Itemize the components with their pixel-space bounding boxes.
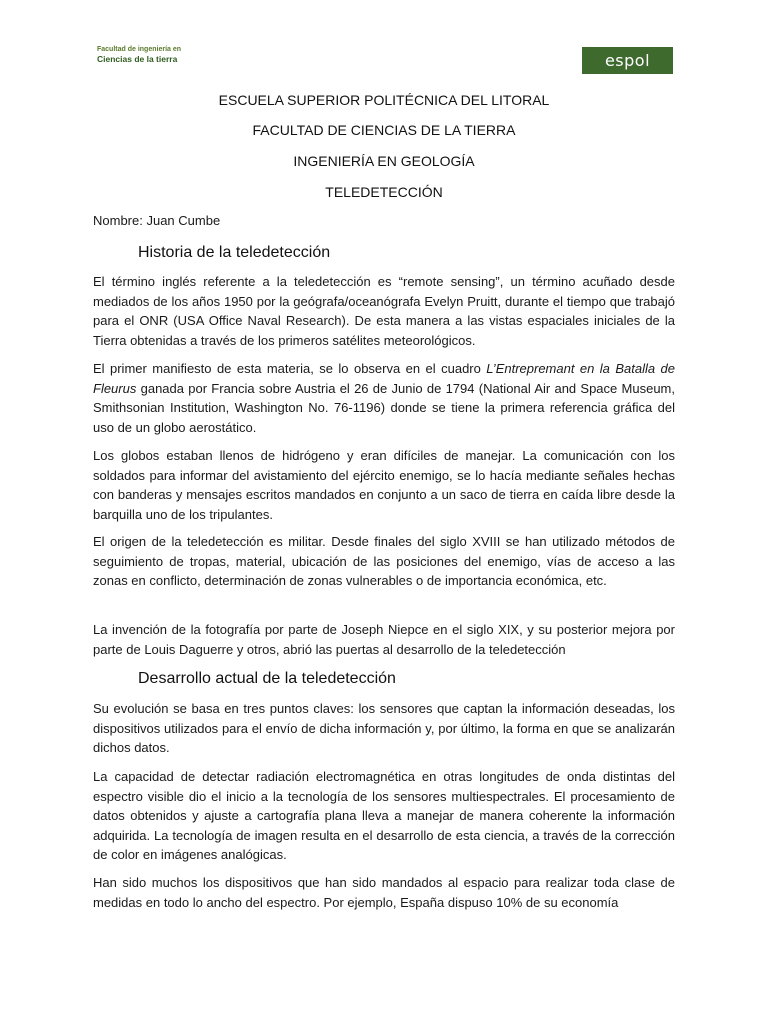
title-faculty: FACULTAD DE CIENCIAS DE LA TIERRA — [252, 122, 516, 138]
espol-logo-text: espol — [604, 51, 651, 70]
espol-logo — [582, 47, 673, 74]
heading-desarrollo: Desarrollo actual de la teledetección — [138, 670, 396, 687]
paragraph-historia-4: El origen de la teledetección es militar. Desde finales del siglo XVIII se han utilizado métodos de seguimiento de tropas, material, ubicación de las posiciones del enemigo, vías de acceso a las zonas en conflicto, determinación de zonas vulnerables o de importancia económica, etc. — [93, 534, 675, 588]
author-name: Nombre: Juan Cumbe — [93, 213, 221, 228]
paragraph-historia-2-start: El primer manifiesto de esta materia, se lo observa en el cuadro — [93, 361, 487, 376]
paragraph-historia-1: El término inglés referente a la teledetección es “remote sensing”, un término acuñado desde mediados de los años 1950 por la geógrafa/oceanógrafa Evelyn Pruitt, durante el tiempo que trabajó para el ONR (USA Office Naval Research). De esta manera a las vistas espaciales iniciales de la Tierra obtenidas a través de los primeros satélites meteorológicos. — [93, 274, 675, 348]
paragraph-desarrollo-2: La capacidad de detectar radiación electromagnética en otras longitudes de onda distintas del espectro visible dio el inicio a la tecnología de los sensores multiespectrales. El procesamiento de datos obtenidos y ajuste a cartografía plana lleva a manejar de manera coherente la información adquirida. La tecnología de imagen resulta en el desarrollo de esta ciencia, a través de la corrección de color en imágenes analógicas. — [93, 769, 675, 862]
paragraph-desarrollo-3: Han sido muchos los dispositivos que han sido mandados al espacio para realizar toda clase de medidas en todo lo ancho del espectro. Por ejemplo, España dispuso 10% de su economía — [93, 875, 675, 910]
title-university: ESCUELA SUPERIOR POLITÉCNICA DEL LITORAL — [218, 92, 550, 108]
paragraph-historia-3: Los globos estaban llenos de hidrógeno y eran difíciles de manejar. La comunicación con los soldados para informar del avistamiento del ejército enemigo, se lo hacía mediante señales hechas con banderas y mensajes escritos mandados en conjunto a un saco de tierra en caída libre desde la barquilla uno de los tripulantes. — [93, 448, 675, 522]
faculty-logo-line1: Facultad de ingeniería en — [97, 46, 182, 53]
title-subject: TELEDETECCIÓN — [325, 184, 443, 200]
paragraph-historia-2 — [93, 359, 675, 437]
faculty-logo-line2: Ciencias de la tierra — [97, 54, 178, 64]
paragraph-historia-5: La invención de la fotografía por parte de Joseph Niepce en el siglo XIX, y su posterior mejora por parte de Louis Daguerre y otros, abrió las puertas al desarrollo de la teledetección — [93, 622, 675, 657]
painting-title: L’Entrepremant en la Batalla de Fleurus — [93, 361, 675, 396]
heading-historia: Historia de la teledetección — [138, 244, 331, 261]
title-program: INGENIERÍA EN GEOLOGÍA — [293, 153, 475, 169]
paragraph-historia-2-end: ganada por Francia sobre Austria el 26 de Junio de 1794 (National Air and Space Museum, Smithsonian Institution, Washington No. 76-1196) donde se tiene la primera referencia gráfica del uso de un globo aerostático. — [93, 380, 675, 435]
faculty-logo — [97, 46, 217, 64]
paragraph-desarrollo-1: Su evolución se basa en tres puntos claves: los sensores que captan la información deseadas, los dispositivos utilizados para el envío de dicha información y, por último, la forma en que se analizarán dichos datos. — [93, 701, 675, 755]
